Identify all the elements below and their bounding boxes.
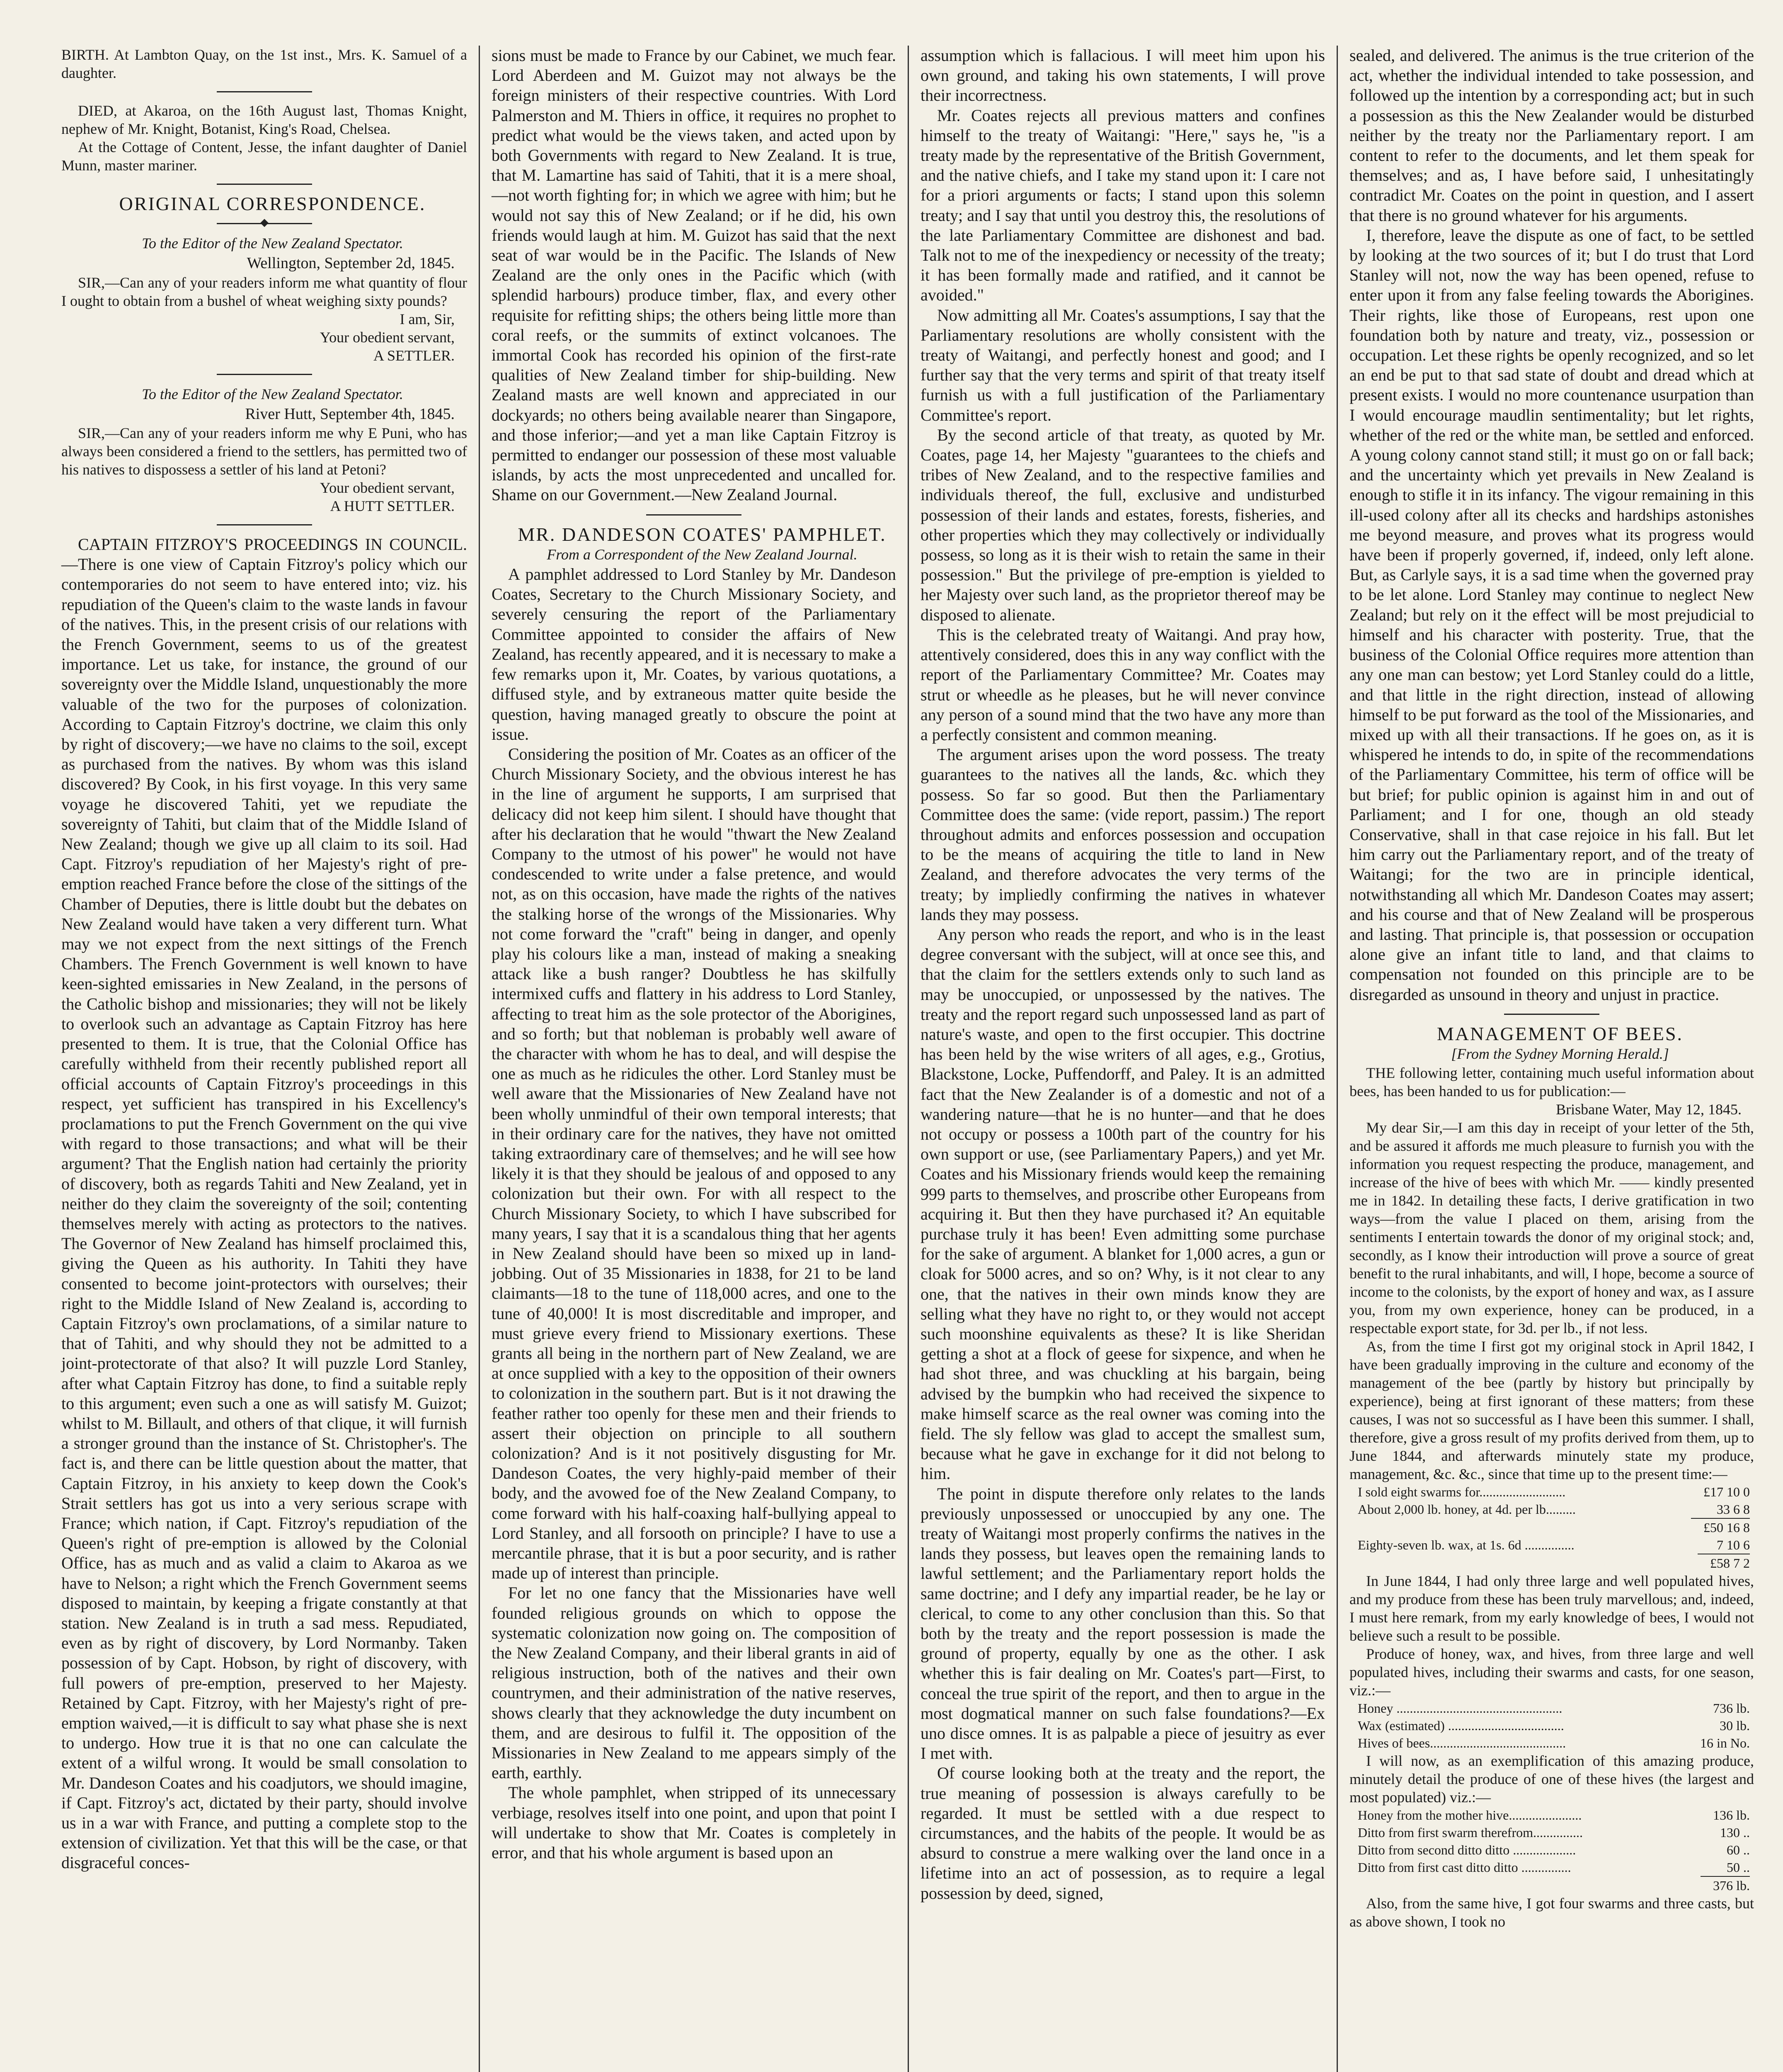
- column-2: [479, 46, 908, 2072]
- table-label: Honey from the mother hive......................: [1358, 1808, 1582, 1823]
- table-amount: 50 ..: [1727, 1860, 1750, 1875]
- divider: [217, 184, 312, 185]
- table-amount: £17 10 0: [1703, 1484, 1750, 1500]
- article-source: [From the Sydney Morning Herald.]: [1451, 1045, 1669, 1062]
- death-notice: DIED, at Akaroa, on the 16th August last, Thomas Knight, nephew of Mr. Knight, Botanist, King's Road, Chelsea.: [61, 102, 467, 137]
- article-paragraph: sealed, and delivered. The animus is the true criterion of the act, whether the individual intended to take possession, and followed up the intention by a corresponding act; but in such a possession as this the New Zealander would be disturbed neither by the treaty nor the Parliamentary report. I am content to refer to the documents, and let them speak for themselves; and as, I have before said, I unhesitatingly contradict Mr. Coates on the point in question, and I assert that there is no ground whatever for his arguments.: [1349, 46, 1754, 225]
- letter-dateline: Wellington, September 2d, 1845.: [247, 254, 455, 272]
- letter-addressee: To the Editor of the New Zealand Spectator.: [142, 385, 403, 402]
- divider: [646, 514, 741, 516]
- article-paragraph: The point in dispute therefore only relates to the lands previously unpossessed or unoccupied by any one. The treaty of Waitangi most properly confirms the natives in the lands they possess, but leaves open the remaining lands to lawful settlement; and the Parliamentary report holds the same doctrine; and I defy any impartial reader, be he lay or clerical, to come to any other conclusion than this. So that both by the treaty and the report possession is made the ground of property, equally by one as the other. I ask whether this is fair dealing on Mr. Coates's part—First, to conceal the true spirit of the report, and then to argue in the most dogmatical manner on such false foundations?—Ex uno disce omnes. It is as palpable a piece of jesuitry as ever I met with.: [921, 1484, 1325, 1763]
- article-paragraph: As, from the time I first got my original stock in April 1842, I have been gradually improving in the culture and economy of the management of the bee (partly by history but principally by experience), being at first ignorant of these matters; from these causes, I was not so successful as I have been this summer. I shall, therefore, give a gross result of my profits derived from them, up to June 1844, and afterwards minutely state my produce, management, &c. &c., since that time up to the present time:—: [1349, 1338, 1754, 1483]
- article-paragraph: Now admitting all Mr. Coates's assumptions, I say that the Parliamentary resolutions are wholly consistent with the treaty of Waitangi, and perfectly honest and good; and I further say that the very terms and spirit of that treaty itself furnish us with a full justification of the Parliamentary Committee's report.: [921, 305, 1325, 424]
- letter-close: I am, Sir,: [400, 310, 455, 327]
- article-heading: MANAGEMENT OF BEES.: [1437, 1023, 1684, 1044]
- article-source: From a Correspondent of the New Zealand Journal.: [547, 546, 858, 563]
- table-label: Ditto from first cast ditto ditto ...............: [1358, 1860, 1571, 1875]
- article-paragraph: I will now, as an exemplification of this amazing produce, minutely detail the produce of one of these hives (the largest and most populated) viz.:—: [1349, 1752, 1754, 1806]
- table-total: [1349, 1554, 1754, 1572]
- table-label: Eighty-seven lb. wax, at 1s. 6d ...............: [1358, 1537, 1575, 1553]
- table-row: [1349, 1859, 1754, 1876]
- article-paragraph: THE following letter, containing much useful information about bees, has been handed to us for publication:—: [1349, 1065, 1754, 1100]
- table-row: [1349, 1717, 1754, 1734]
- table-amount: 736 lb.: [1713, 1701, 1750, 1716]
- table-amount: £50 16 8: [1691, 1518, 1750, 1536]
- divider: [217, 524, 312, 525]
- letter-body: SIR,—Can any of your readers inform me why E Puni, who has always been considered a friend to the settlers, has permitted two of his natives to dispossess a settler of his land at Petoni?: [61, 425, 467, 478]
- article-paragraph: Also, from the same hive, I got four swarms and three casts, but as above shown, I took no: [1349, 1895, 1754, 1930]
- letter-dateline: Brisbane Water, May 12, 1845.: [1556, 1101, 1742, 1118]
- article-paragraph: Considering the position of Mr. Coates as an officer of the Church Missionary Society, and the obvious interest he has in the line of argument he supports, I am surprised that delicacy did not keep him silent. I should have thought that after his declaration that he would "thwart the New Zealand Company to the utmost of his power" he would not have condescended to write under a false pretence, and would not, as on this occasion, have made the rights of the natives the stalking horse of the wrongs of the Missionaries. Why not come forward the "craft" being in danger, and openly play his colours like a man, instead of making a sneaking attack like a bush ranger? Doubtless he has skilfully intermixed cuffs and flattery in his address to Lord Stanley, affecting to treat him as the sole protector of the Aborigines, and so forth; but that nobleman is probably well aware of the character with whom he has to deal, and will despise the one as much as he ridicules the other. Lord Stanley must be well aware that the Missionaries of New Zealand have not been wholly unmindful of their own temporal interests; that in their ordinary care for the natives, they have not omitted taking extraordinary care of themselves; and he will see how likely it is that they should be jealous of and opposed to any colonization but their own. For with all respect to the Church Missionary Society, to which I have subscribed for many years, I say that it is a scandalous thing that her agents in New Zealand should have been so mixed up in land-jobbing. Out of 35 Missionaries in 1838, for 21 to be land claimants—18 to the tune of 118,000 acres, and one to the tune of 40,000! It is most discreditable and improper, and must grieve every friend to Missionary exertions. These grants all being in the northern part of New Zealand, we are at once supplied with a key to the opposition of their owners to colonization in the southern part. But is it not drawing the feather rather too openly for these men and their friends to assert their objection on principle to all southern colonization? And is it not positively disgusting for Mr. Dandeson Coates, the very highly-paid member of their body, and the avowed foe of the New Zealand Company, to come forward with his half-coaxing half-bullying appeal to Lord Stanley, and all forsooth on principle? I have to use a mercantile phrase, that it is but a poor security, and is rather made up of interest than principle.: [492, 744, 896, 1583]
- table-amount: 376 lb.: [1701, 1876, 1750, 1894]
- table-row: [1349, 1841, 1754, 1859]
- table-row: [1349, 1824, 1754, 1841]
- article-paragraph: This is the celebrated treaty of Waitangi. And pray how, attentively considered, does this in any way conflict with the report of the Parliamentary Committee? Mr. Coates may strut or wheedle as he pleases, but he will never convince any person of a sound mind that the two have any more than a perfectly consistent and common meaning.: [921, 625, 1325, 744]
- table-amount: 130 ..: [1720, 1825, 1750, 1840]
- article-paragraph: The whole pamphlet, when stripped of its unnecessary verbiage, resolves itself into one point, and upon that point I will undertake to show that Mr. Coates is completely in error, and that his whole argument is based upon an: [492, 1783, 896, 1862]
- article-paragraph: Of course looking both at the treaty and the report, the true meaning of possession is always carefully to be regarded. It must be settled with a due respect to circumstances, and the habits of the people. It would be as absurd to construe a mere walking over the land once in a lifetime into an act of possession, as to require a legal possession by deed, signed,: [921, 1764, 1325, 1903]
- table-row: [1349, 1501, 1754, 1518]
- table-amount: 60 ..: [1727, 1842, 1750, 1858]
- column-3: [908, 46, 1337, 2072]
- letter-dateline: River Hutt, September 4th, 1845.: [245, 405, 455, 423]
- table-row: [1349, 1699, 1754, 1717]
- article-paragraph: For let no one fancy that the Missionaries have well founded religious grounds on which to oppose the systematic colonization now going on. The composition of the New Zealand Company, and their liberal grants in aid of religious instruction, both of the natives and their own countrymen, and their administration of the native reserves, shows clearly that they acknowledge the duty incumbent on them, and are desirous to fulfil it. The opposition of the Missionaries in New Zealand to me appears simply of the earth, earthly.: [492, 1583, 896, 1782]
- article-paragraph: Any person who reads the report, and who is in the least degree conversant with the subject, will at once see this, and that the claim for the settlers extends only to such land as may be unoccupied, or unpossessed by the natives. The treaty and the report regard such unpossessed land as part of nature's waste, and open to the first occupier. This doctrine has been held by the wise writers of all ages, e.g., Grotius, Blackstone, Locke, Puffendorff, and Paley. It is an admitted fact that the New Zealander is of a domestic and not of a wandering nature—that he is no hunter—and that he does not occupy or possess a 100th part of the country for his own support or use, (see Parliamentary Papers,) and yet Mr. Coates and his Missionary friends would keep the remaining 999 parts to themselves, and proscribe other Europeans from acquiring it. But then they have purchased it? An equitable purchase truly it has been! Even admitting some purchase for the sake of argument. A blanket for 1,000 acres, a gun or cloak for 5000 acres, and so on? Why, is it not clear to any one, that the natives in their own minds know they are selling what they have no right to, or they would not accept such moonshine equivalents as these? It is like Sheridan getting a shot at a flock of geese for sixpence, and when he had shot three, and was chuckling at his bargain, being advised by the bumpkin who had received the sixpence to make himself scarce as the real owner was coming into the field. The sly fellow was glad to accept the smallest sum, because what he gave in exchange for it did not belong to him.: [921, 925, 1325, 1483]
- table-label: Hives of bees.........................................: [1358, 1736, 1566, 1751]
- table-label: I sold eight swarms for..........................: [1358, 1484, 1566, 1500]
- article-paragraph: I, therefore, leave the dispute as one of fact, to be settled by looking at the two sources of it; but I do trust that Lord Stanley will not, now the way has been opened, refuse to enter upon it from any false feeling towards the Aborigines. Their rights, like those of Europeans, rest upon one foundation both by nature and treaty, viz., possession or occupation. Let these rights be openly recognized, and so let an end be put to that sad state of doubt and dread which at present exists. I would no more countenance usurpation than I would encourage maudlin sentimentality; but let rights, whether of the red or the white man, be settled and enforced. A young colony cannot stand still; it must go on or fall back; and the uncertainty which yet prevails in New Zealand is enough to stifle it in its infancy. The vigour remaining in this ill-used colony after all its checks and hardships astonishes me beyond measure, and proves what its progress would have been if properly governed, if, indeed, only left alone. But, as Carlyle says, it is a sad time when the governed pray to be let alone. Lord Stanley may continue to neglect New Zealand; but rely on it the effect will be most prejudicial to himself and his character with posterity. True, that the business of the Colonial Office requires more attention than any one man can bestow; yet Lord Stanley could do a little, and that little in the right direction, instead of allowing himself to be put forward as the tool of the Missionaries, and mixed up with all their transactions. If he goes on, as it is whispered he intends to do, in spite of the recommendations of the Parliamentary Committee, his term of office will be but brief; for public opinion is against him in and out of Parliament; and I for one, though an old steady Conservative, shall in that case rejoice in his fall. But let him carry out the Parliamentary report, and of the treaty of Waitangi; for the two are in principle identical, notwithstanding all which Mr. Dandeson Coates may assert; and his course and that of New Zealand will be prosperous and lasting. That principle is, that possession or occupation alone give an infant title to land, and that claims to compensation not founded on this principle are to be disregarded as unsound in theory and unjust in practice.: [1349, 225, 1754, 1004]
- table-row: [1349, 1483, 1754, 1501]
- divider: [1504, 1014, 1599, 1015]
- table-label: Ditto from first swarm therefrom...............: [1358, 1825, 1583, 1840]
- table-amount: 16 in No.: [1700, 1736, 1750, 1751]
- table-subtotal: [1349, 1518, 1754, 1536]
- article-paragraph: assumption which is fallacious. I will meet him upon his own ground, and taking his own statements, I will prove their incorrectness.: [921, 46, 1325, 105]
- letter-close: Your obedient servant,: [320, 479, 455, 496]
- letter-signature: A SETTLER.: [373, 347, 455, 364]
- letter-close: Your obedient servant,: [320, 329, 455, 346]
- divider: [217, 374, 312, 375]
- divider: [217, 91, 312, 92]
- article-paragraph: CAPTAIN FITZROY'S PROCEEDINGS IN COUNCIL.—There is one view of Captain Fitzroy's policy which our contemporaries do not seem to have entered into; viz. his repudiation of the Queen's claim to the waste lands in favour of the natives. This, in the present crisis of our relations with the French Government, seems to us of the greatest importance. Let us take, for instance, the ground of our sovereignty over the Middle Island, unquestionably the more valuable of the two for the purposes of colonization. According to Captain Fitzroy's doctrine, we claim this only by right of discovery;—we have no claims to the soil, except as purchased from the natives. By whom was this island discovered? By Cook, in his first voyage. In this very same voyage he discovered Tahiti, yet we repudiate the sovereignty of Tahiti, but claim that of the Middle Island of New Zealand; though we give up all claim to its soil. Had Capt. Fitzroy's repudiation of her Majesty's right of pre-emption reached France before the close of the sittings of the Chamber of Deputies, there is little doubt but the debates on New Zealand would have taken a very different turn. What may we not expect from the next sittings of the French Chambers. The French Government is well known to have keen-sighted emissaries in New Zealand, in the persons of the Catholic bishop and missionaries; they will not be likely to overlook such an advantage as Captain Fitzroy has here presented to them. It is true, that the Colonial Office has carefully withheld from their recently published report all official accounts of Captain Fitzroy's proceedings in this respect, yet sufficient has transpired in his Excellency's proclamations to put the French Government on the qui vive with regard to those transactions; and what will be their argument? That the English nation had certainly the priority of discovery, both as regards Tahiti and New Zealand, yet in neither do they claim the sovereignty of the soil; contenting themselves merely with acting as protectors to the natives. The Governor of New Zealand has himself proclaimed this, giving the Queen as his authority. In Tahiti they have consented to become joint-protectors with ourselves; their right to the Middle Island of New Zealand is, according to Captain Fitzroy's own proclamations, of a similar nature to that of Tahiti, and why should they not be admitted to a joint-protectorate of that also? It will puzzle Lord Stanley, after what Captain Fitzroy has done, to find a suitable reply to this argument; even such a one as will satisfy M. Guizot; whilst to M. Billault, and others of that clique, it will furnish a stronger ground than the instance of St. Christopher's. The fact is, and there can be little question about the matter, that Captain Fitzroy, in his anxiety to keep down the Cook's Strait settlers has got us into a very serious scrape with France; which nation, if Capt. Fitzroy's repudiation of the Queen's right of pre-emption is allowed by the Colonial Office, has as much and as valid a claim to Akaroa as we have to Nelson; a right which the French Government seems disposed to maintain, by keeping a frigate constantly at that station. New Zealand is in truth a sad mess. Repudiated, even as by right of discovery, by Lord Normanby. Taken possession of by Capt. Hobson, by right of discovery, with full powers of pre-emption, preserved to her Majesty. Retained by Capt. Fitzroy, with her Majesty's right of pre-emption waived,—it is difficult to say what phase she is next to undergo. How true it is that no one can calculate the extent of a wilful wrong. It would be small consolation to Mr. Dandeson Coates and his coadjutors, we should imagine, if Capt. Fitzroy's act, dictated by their party, should involve us in a war with France, and putting a complete stop to the extension of civilization. Yet that this will be the case, or that disgraceful conces-: [61, 535, 467, 1872]
- article-paragraph: Mr. Coates rejects all previous matters and confines himself to the treaty of Waitangi: "Here," says he, "is a treaty made by the representative of the British Government, and the native chiefs, and I take my stand upon it: I care not for a priori arguments or facts; I stand upon this solemn treaty; and I say that until you destroy this, the resolutions of the late Parliamentary Committee are dishonest and bad. Talk not to me of the inexpediency or necessity of the treaty; it has been formally made and ratified, and it cannot be avoided.": [921, 106, 1325, 305]
- table-amount: 136 lb.: [1713, 1808, 1750, 1823]
- table-row: [1349, 1536, 1754, 1554]
- column-1: [50, 46, 479, 2072]
- table-label: Wax (estimated) ...................................: [1358, 1718, 1564, 1733]
- article-paragraph: sions must be made to France by our Cabinet, we much fear. Lord Aberdeen and M. Guizot may not always be the foreign ministers of their respective countries. With Lord Palmerston and M. Thiers in office, it requires no prophet to predict what would be the views taken, and acted upon by both Governments with regard to New Zealand. It is true, that M. Lamartine has said of Tahiti, that it is a mere shoal,—not worth fighting for; in which we agree with him; but he would not say this of New Zealand; or if he did, his own friends would laugh at him. M. Guizot has said that the next seat of war would be in the Pacific. The Islands of New Zealand are the only ones in the Pacific which (with splendid harbours) produce timber, flax, and every other requisite for refitting ships; the others being little more than coral reefs, or the summits of extinct volcanoes. The immortal Cook has recorded his opinion of the first-rate qualities of New Zealand timber for ship-building. New Zealand masts are well known and appreciated in our dockyards; no others being available nearer than Singapore, and those inferior;—and yet a man like Captain Fitzroy is permitted to endanger our possession of these most valuable islands, by acts the most unprecedented and uncalled for. Shame on our Government.—New Zealand Journal.: [492, 46, 896, 504]
- birth-notice: BIRTH. At Lambton Quay, on the 1st inst., Mrs. K. Samuel of a daughter.: [61, 46, 467, 81]
- letter-addressee: To the Editor of the New Zealand Spectator.: [142, 235, 403, 252]
- death-notice: At the Cottage of Content, Jesse, the infant daughter of Daniel Munn, master mariner.: [61, 139, 467, 174]
- column-4: [1337, 46, 1766, 2072]
- letter-signature: A HUTT SETTLER.: [330, 498, 455, 515]
- table-label: Honey ..................................................: [1358, 1701, 1563, 1716]
- article-paragraph: My dear Sir,—I am this day in receipt of your letter of the 5th, and be assured it affords me much pleasure to furnish you with the information you request respecting the produce, management, and increase of the hive of bees with which Mr. —— kindly presented me in 1842. In detailing these facts, I derive gratification in two ways—from the value I placed on them, arising from the sentiments I entertain towards the donor of my original stock; and, secondly, as I know their introduction will prove a source of great benefit to the rural inhabitants, and will, I hope, become a source of income to the colonists, by the export of honey and wax, as I assure you, from my own experience, honey can be produced, in a respectable export state, for 3d. per lb., if not less.: [1349, 1119, 1754, 1337]
- article-paragraph: By the second article of that treaty, as quoted by Mr. Coates, page 14, her Majesty "guarantees to the chiefs and tribes of New Zealand, and to the respective families and individuals thereof, the full, exclusive and undisturbed possession of their lands and estates, forests, fisheries, and other properties which they may collectively or individually possess, so long as it is their wish to retain the same in their possession." But the privilege of pre-emption is yielded to her Majesty over such land, as the proprietor thereof may be disposed to alienate.: [921, 425, 1325, 624]
- article-paragraph: In June 1844, I had only three large and well populated hives, and my produce from these has been truly marvellous; and, indeed, I must here remark, from my early knowledge of bees, I would not believe such a result to be possible.: [1349, 1573, 1754, 1644]
- table-row: [1349, 1806, 1754, 1824]
- table-label: Ditto from second ditto ditto ...................: [1358, 1842, 1576, 1858]
- table-amount: 7 10 6: [1717, 1537, 1750, 1553]
- table-amount: 33 6 8: [1717, 1502, 1750, 1517]
- article-paragraph: The argument arises upon the word possess. The treaty guarantees to the natives all the lands, &c. which they possess. So far so good. But then the Parliamentary Committee does the same: (vide report, passim.) The report throughout admits and enforces possession and occupation to be the means of acquiring the title to land in New Zealand, and therefore advocates the very terms of the treaty; by impliedly confirming the natives in whatever lands they may possess.: [921, 745, 1325, 924]
- table-row: [1349, 1734, 1754, 1752]
- table-amount: £58 7 2: [1698, 1554, 1750, 1572]
- divider: [217, 223, 312, 224]
- table-label: About 2,000 lb. honey, at 4d. per lb.........: [1358, 1502, 1576, 1517]
- section-heading: ORIGINAL CORRESPONDENCE.: [119, 193, 426, 214]
- article-paragraph: A pamphlet addressed to Lord Stanley by Mr. Dandeson Coates, Secretary to the Church Missionary Society, and severely censuring the report of the Parliamentary Committee appointed to consider the affairs of New Zealand, has recently appeared, and it is necessary to make a few remarks upon it, Mr. Coates, by various quotations, a diffused style, and by extraneous matter quite beside the question, having managed greatly to obscure the point at issue.: [492, 565, 896, 743]
- table-amount: 30 lb.: [1720, 1718, 1750, 1733]
- table-total: [1349, 1876, 1754, 1894]
- letter-body: SIR,—Can any of your readers inform me what quantity of flour I ought to obtain from a bushel of wheat weighing sixty pounds?: [61, 274, 467, 309]
- article-paragraph: Produce of honey, wax, and hives, from three large and well populated hives, including their swarms and casts, for one season, viz.:—: [1349, 1646, 1754, 1699]
- article-heading: MR. DANDESON COATES' PAMPHLET.: [518, 523, 887, 545]
